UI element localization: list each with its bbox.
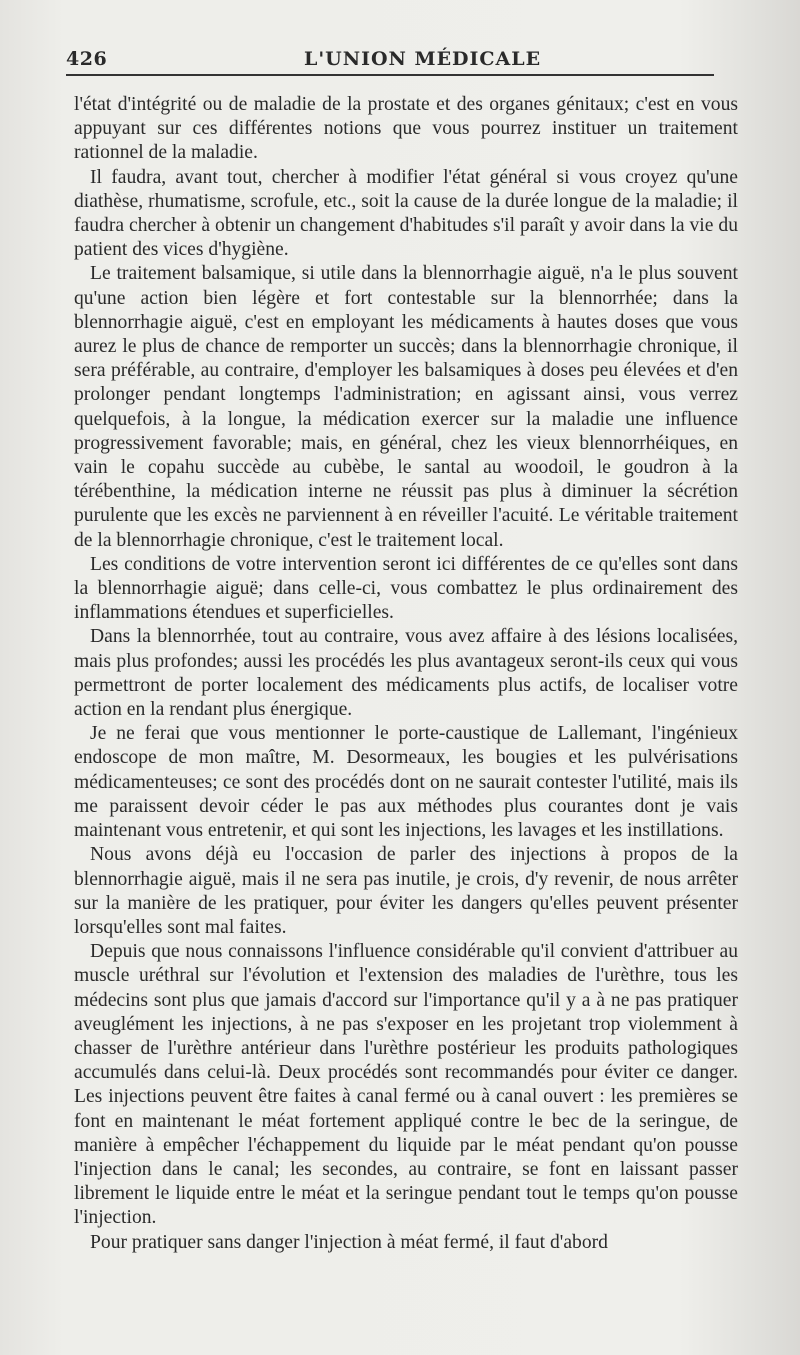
paragraph: Je ne ferai que vous mentionner le porte-caustique de Lallemant, l'ingénieux endoscope de mon maître, M. Desormeaux, les bougies et les pulvérisations médicamenteuses; ce sont des procédés dont on ne saurait contester l'utilité, mais ils me paraissent devoir céder le pas aux méthodes plus courantes dont je vais maintenant vous entretenir, et qui sont les injections, les lavages et les instillations. [74, 723, 738, 842]
page-number: 426 [66, 48, 108, 70]
paragraph: Pour pratiquer sans danger l'injection à méat fermé, il faut d'abord [90, 1231, 608, 1253]
running-title: L'UNION MÉDICALE [304, 48, 542, 70]
paragraph: Depuis que nous connaissons l'influence considérable qu'il convient d'attribuer au muscle uréthral sur l'évolution et l'extension des maladies de l'urèthre, tous les médecins sont plus que jamais d'accord sur l'importance qu'il y a à ne pas pratiquer aveuglément les injections, à ne pas s'exposer en les projetant trop violemment à chasser de l'urèthre antérieur dans l'urèthre postérieur les produits pathologiques accumulés dans celui-là. Deux procédés sont recommandés pour éviter ce danger. Les injections peuvent être faites à canal fermé ou à canal ouvert : les premières se font en maintenant le méat fortement appliqué contre le bec de la seringue, de manière à empêcher l'échappement du liquide par le méat pendant qu'on pousse l'injection dans le canal; les secondes, au contraire, se font en laissant passer librement le liquide entre le méat et la seringue pendant tout le temps qu'on pousse l'injection. [74, 941, 738, 1229]
header-rule [66, 74, 714, 76]
paragraph: Les conditions de votre intervention seront ici différentes de ce qu'elles sont dans la blennorrhagie aiguë; dans celle-ci, vous combattez le plus ordinairement des inflammations étendues et superficielles. [74, 553, 738, 624]
paragraph: Nous avons déjà eu l'occasion de parler des injections à propos de la blennorrhagie aiguë, mais il ne sera pas inutile, je crois, d'y revenir, de nous arrêter sur la manière de les pratiquer, pour éviter les dangers qu'elles peuvent présenter lorsqu'elles sont mal faites. [74, 844, 738, 938]
page-header [66, 44, 750, 78]
body-text [74, 93, 738, 1255]
paragraph: l'état d'intégrité ou de maladie de la prostate et des organes génitaux; c'est en vous appuyant sur ces différentes notions que vous pourrez instituer un traitement rationnel de la maladie. [74, 94, 738, 164]
paragraph: Il faudra, avant tout, chercher à modifier l'état général si vous croyez qu'une diathèse, rhumatisme, scrofule, etc., soit la cause de la durée longue de la maladie; il faudra chercher à obtenir un changement d'habitudes s'il paraît y avoir dans la vie du patient des vices d'hygiène. [74, 166, 738, 261]
paragraph: Dans la blennorrhée, tout au contraire, vous avez affaire à des lésions localisées, mais plus profondes; aussi les procédés les plus avantageux seront-ils ceux qui vous permettront de porter localement des médicaments plus actifs, de localiser votre action en la rendant plus énergique. [74, 626, 738, 721]
paragraph: Le traitement balsamique, si utile dans la blennorrhagie aiguë, n'a le plus souvent qu'une action bien légère et fort contestable sur la blennorrhée; dans la blennorrhagie aiguë, c'est en employant les médicaments à hautes doses que vous aurez le plus de chance de remporter un succès; dans la blennorrhagie chronique, il sera préférable, au contraire, d'employer les balsamiques à doses peu élevées et d'en prolonger pendant longtemps l'administration; en agissant ainsi, vous verrez quelquefois, à la longue, la médication exercer sur la maladie une influence progressivement favorable; mais, en général, chez les vieux blennorrhéiques, en vain le copahu succède au cubèbe, le santal au woodoil, le goudron à la térébenthine, la médication interne ne réussit pas plus à diminuer la sécrétion purulente que les excès ne parviennent à en réveiller l'acuité. Le véritable traitement de la blennorrhagie chronique, c'est le traitement local. [74, 263, 738, 551]
